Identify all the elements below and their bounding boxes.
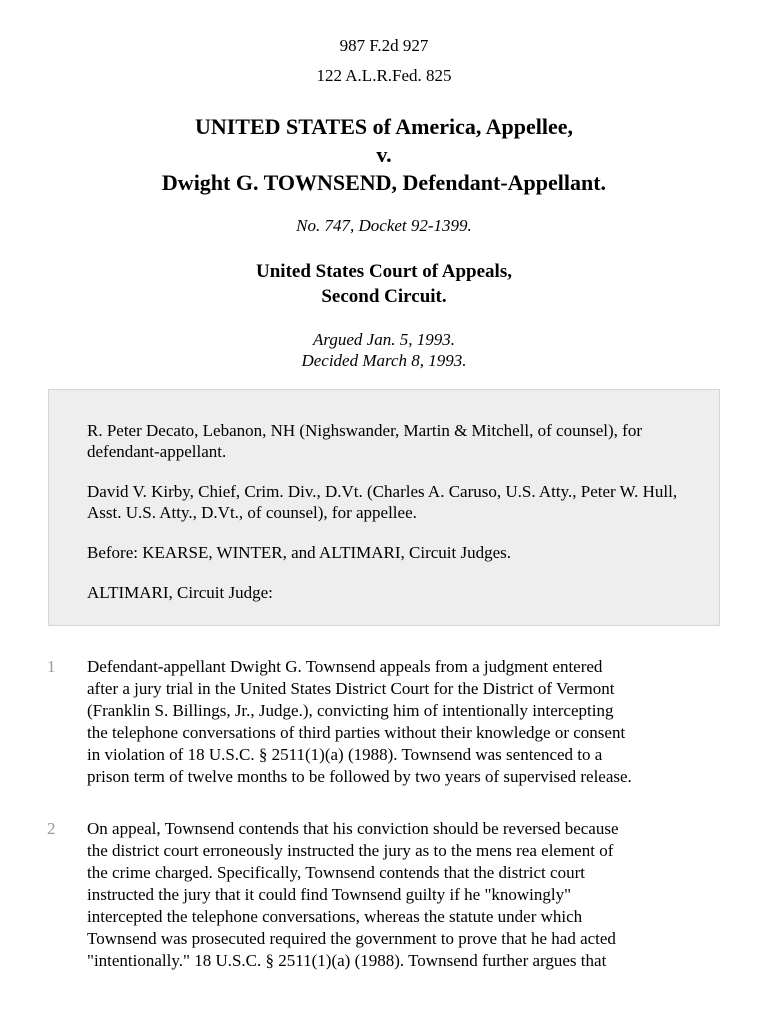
- docket-number: No. 747, Docket 92-1399.: [296, 216, 472, 235]
- paragraph-text: [87, 818, 727, 972]
- paragraph-line: Townsend was prosecuted required the government to prove that he had acted: [87, 929, 616, 948]
- reporter-citation: 987 F.2d 927: [339, 36, 429, 55]
- court-name-line: United States Court of Appeals,: [256, 261, 512, 282]
- paragraph-line: instructed the jury that it could find Townsend guilty if he "knowingly": [87, 885, 572, 904]
- defendant-counsel: R. Peter Decato, Lebanon, NH (Nighswander, Martin & Mitchell, of counsel), for defendant-appellant.: [87, 421, 642, 461]
- paragraph-line: in violation of 18 U.S.C. § 2511(1)(a) (1988). Townsend was sentenced to a: [87, 745, 603, 764]
- paragraph-line: the telephone conversations of third parties without their knowledge or consent: [87, 723, 626, 742]
- circuit-name-line: Second Circuit.: [321, 286, 447, 307]
- paragraph-number: 2: [47, 819, 56, 838]
- paragraph-line: intercepted the telephone conversations, whereas the statute under which: [87, 907, 583, 926]
- alr-citation: 122 A.L.R.Fed. 825: [316, 66, 452, 85]
- paragraph-number: 1: [47, 657, 56, 676]
- panel-judges: Before: KEARSE, WINTER, and ALTIMARI, Circuit Judges.: [87, 543, 512, 562]
- argued-date: Argued Jan. 5, 1993.: [313, 330, 455, 349]
- appellee-party: UNITED STATES of America, Appellee,: [194, 114, 574, 139]
- case-caption: [0, 113, 768, 197]
- appellant-party: Dwight G. TOWNSEND, Defendant-Appellant.: [161, 170, 607, 195]
- case-dates: [0, 329, 768, 371]
- paragraph-line: the crime charged. Specifically, Townsend contends that the district court: [87, 863, 585, 882]
- court-name: [0, 259, 768, 309]
- counsel-panel: [48, 389, 720, 626]
- paragraph-line: the district court erroneously instructed the jury as to the mens rea element of: [87, 841, 614, 860]
- paragraph-line: "intentionally." 18 U.S.C. § 2511(1)(a) (1988). Townsend further argues that: [87, 951, 607, 970]
- paragraph-line: after a jury trial in the United States District Court for the District of Vermont: [87, 679, 615, 698]
- versus-label: v.: [376, 142, 392, 167]
- decided-date: Decided March 8, 1993.: [301, 351, 467, 370]
- paragraph-line: prison term of twelve months to be followed by two years of supervised release.: [87, 767, 632, 786]
- paragraph-text: [87, 656, 727, 788]
- opinion-author: ALTIMARI, Circuit Judge:: [87, 583, 273, 602]
- appellee-counsel: David V. Kirby, Chief, Crim. Div., D.Vt. (Charles A. Caruso, U.S. Atty., Peter W. Hull, Asst. U.S. Atty., D.Vt., of counsel), for appellee.: [87, 482, 678, 522]
- paragraph-line: On appeal, Townsend contends that his conviction should be reversed because: [87, 819, 619, 838]
- paragraph-line: (Franklin S. Billings, Jr., Judge.), convicting him of intentionally intercepting: [87, 701, 614, 720]
- paragraph-line: Defendant-appellant Dwight G. Townsend appeals from a judgment entered: [87, 657, 603, 676]
